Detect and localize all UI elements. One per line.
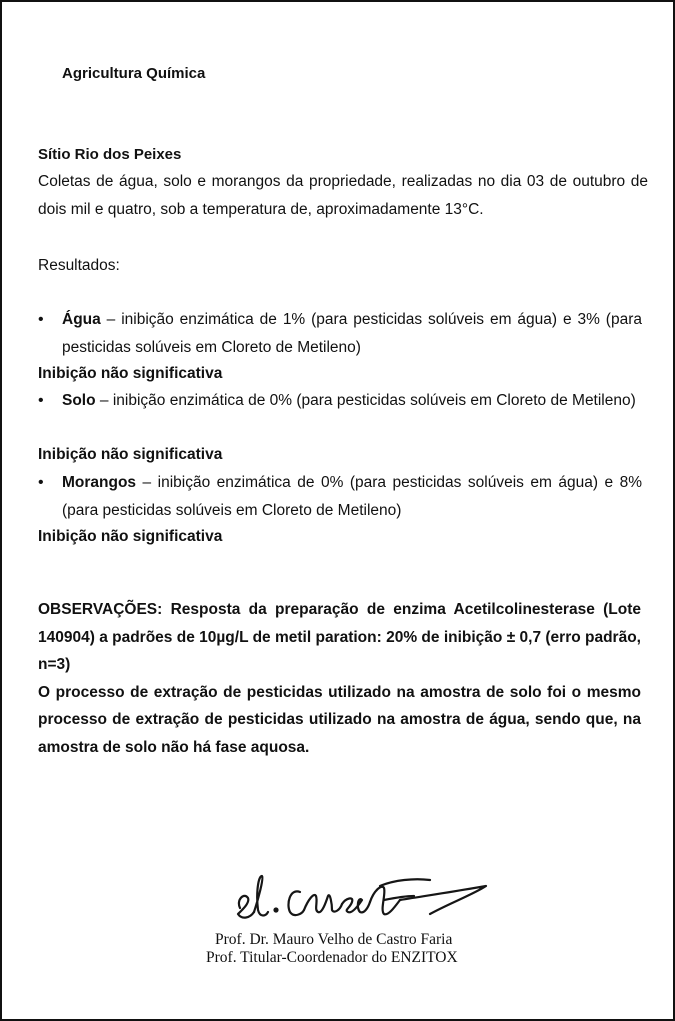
site-title: Sítio Rio dos Peixes xyxy=(38,146,182,163)
handwritten-signature xyxy=(234,870,504,930)
result-item-agua xyxy=(38,306,642,362)
result-term: Solo xyxy=(62,392,96,409)
result-item-solo xyxy=(38,387,642,415)
bullet-icon: • xyxy=(38,392,44,409)
result-item-morangos xyxy=(38,469,642,525)
results-label: Resultados: xyxy=(38,257,120,274)
signatory-title: Prof. Titular-Coordenador do ENZITOX xyxy=(206,949,458,966)
result-note-agua: Inibição não significativa xyxy=(38,365,223,382)
result-text xyxy=(62,469,642,525)
result-description: – inibição enzimática de 1% (para pesticidas solúveis em água) e 3% (para pesticidas solúveis em Cloreto de Metileno) xyxy=(62,311,642,356)
intro-paragraph: Coletas de água, solo e morangos da propriedade, realizadas no dia 03 de outubro de dois mil e quatro, sob a temperatura de, aproximadamente 13°C. xyxy=(38,173,648,218)
result-note-morangos: Inibição não significativa xyxy=(38,528,223,545)
result-text xyxy=(62,306,642,362)
extraction-note-paragraph: O processo de extração de pesticidas utilizado na amostra de solo foi o mesmo processo de extração de pesticidas utilizado na amostra de água, sendo que, na amostra de solo não há fase aquosa. xyxy=(38,683,641,756)
observations-paragraph: OBSERVAÇÕES: Resposta da preparação de enzima Acetilcolinesterase (Lote 140904) a padrões de 10µg/L de metil paration: 20% de inibição ± 0,7 (erro padrão, n=3) xyxy=(38,601,641,673)
result-term: Água xyxy=(62,311,101,328)
bullet-icon: • xyxy=(38,311,44,328)
bullet-icon: • xyxy=(38,474,44,491)
result-description: – inibição enzimática de 0% (para pesticidas solúveis em Cloreto de Metileno) xyxy=(95,392,636,409)
observations-block xyxy=(38,596,641,761)
result-description: – inibição enzimática de 0% (para pesticidas solúveis em água) e 8% (para pesticidas solúveis em Cloreto de Metileno) xyxy=(62,474,642,519)
signatory-name: Prof. Dr. Mauro Velho de Castro Faria xyxy=(215,931,453,948)
result-term: Morangos xyxy=(62,474,137,491)
result-note-solo: Inibição não significativa xyxy=(38,446,223,463)
header-title: Agricultura Química xyxy=(62,65,206,82)
result-text xyxy=(62,387,642,415)
